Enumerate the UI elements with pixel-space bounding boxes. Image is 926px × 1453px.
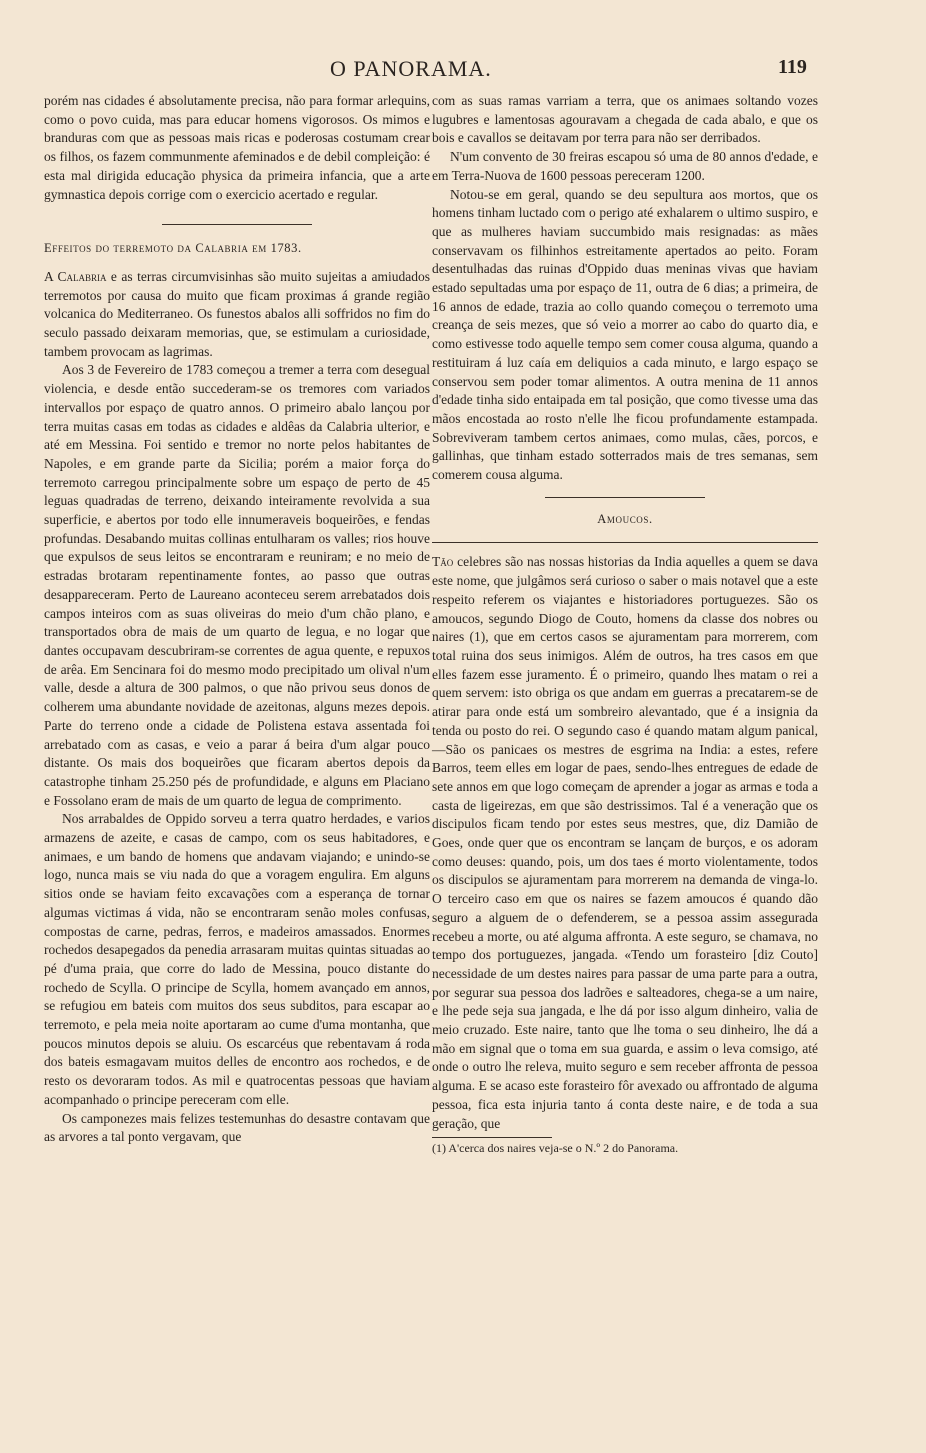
continuation-paragraph: com as suas ramas varriam a terra, que os animaes soltando vozes lugubres e lamentosas agouravam a chegada de cada abalo, e que os bois e cavallos se deitavam por terra para não ser derribados. [432,93,818,146]
section-divider [162,224,312,225]
right-column [432,92,818,1156]
paragraph: Nos arrabaldes de Oppido sorveu a terra quatro herdades, e varios armazens de azeite, e casas de campo, com os seus habitadores, e animaes, e um bando de homens que andavam viajando; e unindo-se logo, nunca mais se viu nada do que a voragem engulira. Em alguns sitios onde se haviam feito excavações com a esperança de tornar algumas victimas á vida, não se encontraram senão moles confusas, compostas de carne, pedras, ferros, e madeiros amassados. Enormes rochedos desapegados da penedia arrasaram muitas quintas situadas ao pé d'uma praia, que corre do lado de Messina, pouco distante do rochedo de Scylla. O principe de Scylla, homem avançado em annos, se refugiou em bateis com muitos dos seus subditos, para escapar ao terremoto, e pela meia noite aportaram ao cume d'uma montanha, que poucos minutos depois se aluiu. Os escarcéus que rebentavam á roda dos bateis esmagavam muitos delles de encontro aos rochedos, e de resto os devoraram todos. As mil e quatrocentas pessoas que haviam acompanhado o principe pereceram com elle. [44,811,430,1107]
left-column [44,92,430,1147]
paragraph: Aos 3 de Fevereiro de 1783 começou a tremer a terra com desegual violencia, e desde então succederam-se os tremores com variados intervallos por espaço de quatro annos. O primeiro abalo lançou por terra muitas casas em todas as cidades e aldêas da Calabria ulterior, e até em Messina. Foi sentido e tremor no norte pelos habitantes de Napoles, e em grande parte da Sicilia; porém a maior força do terremoto carregou principalmente sobre um espaço de perto de 45 leguas quadradas de terreno, deixando inteiramente revolvida a sua superficie, e abertos por todo elle innumeraveis boqueirões, e fendas profundas. Desabando muitas collinas entulharam os valles; rios houve que expulsos de seus leitos se encontraram e reuniram; e no meio de estradas brotaram repentinamente fontes, ao passo que outras desappareceram. Perto de Laureano aconteceu serem arrebatados dois campos inteiros com as suas oliveiras do meio d'um chão plano, e transportados obra de mais de um quarto de legua, e no logar que dantes occupavam descubriram-se correntes de agua quente, e repuxos de arêa. Em Sencinara foi do mesmo modo precipitado um olival n'um valle, desde a altura de 300 palmos, o que não privou seus donos de colherem uma abundante novidade de azeitonas, alguns mezes depois. Parte do terreno onde a cidade de Polistena estava assentada foi arrebatado com as casas, e veio a parar á beira d'um algar pouco distante. Os mais dos boqueirões que ficaram abertos depois da catastrophe tinham 25.250 pés de profundidade, e alguns em Placiano e Fossolano eram de mais de um quarto de legua de comprimento. [44,362,430,808]
footnote: (1) A'cerca dos naires veja-se o N.º 2 do Panorama. [432,1141,679,1156]
paragraph: N'um convento de 30 freiras escapou só uma de 80 annos d'edade, e em Terra-Nuova de 1600 pessoas pereceram 1200. [432,149,818,183]
page-number: 119 [778,56,807,78]
paragraph: A Calabria e as terras circumvisinhas são muito sujeitas a amiudados terremotos por causa do muito que ficam proximas á grande região volcanica do Mediterraneo. Os funestos abalos alli soffridos no fim do seculo passado deixaram memorias, que, se estimulam a curiosidade, tambem provocam as lagrimas. [44,268,430,359]
running-title: O PANORAMA. [330,56,492,81]
paragraph: Notou-se em geral, quando se deu sepultura aos mortos, que os homens tinham luctado com o perigo até exhalarem o ultimo suspiro, e que as mulheres haviam succumbido mais resignadas: as mães conservavam os filhinhos estreitamente apertados ao peito. Foram desentulhadas das ruinas d'Oppido duas meninas vivas que haviam estado sepultadas uma por espaço de 11, outra de 6 dias; a primeira, de 16 annos de edade, trazia ao collo quando começou o terremoto uma creança de seis mezes, que só veio a morrer ao cabo do quarto dia, e como estivesse todo aquelle tempo sem comer cousa alguma, quando a restituiram á luz caía em deliquios a cada minuto, e largo espaço se conservou sem poder tomar alimentos. A outra menina de 11 annos d'edade tinha sido entaipada em tal posição, que como tivesse uma das mãos encostada ao rosto n'elle lhe ficou profundamente estampada. Sobreviveram tambem certos animaes, como mulas, cães, porcos, e gallinhas, que tinham estado sotterrados mais de tres semanas, sem comerem cousa alguma. [432,186,818,483]
continuation-paragraph: porém nas cidades é absolutamente precisa, não para formar arlequins, como o povo cuida, mas para educar homens vigorosos. Os mimos e branduras com que as pessoas mais ricas e poderosas costumam crear os filhos, os fazem communmente afeminados e de debil compleição: é esta mal dirigida educação physica da primeira infancia, que a arte gymnastica depois corrige com o exercicio acertado e regular. [44,93,430,202]
article-title-calabria: Effeitos do terremoto da Calabria em 1783. [44,241,302,256]
lead-words: Tão [432,554,454,570]
footnote-divider [432,1137,552,1138]
section-divider [545,497,705,498]
lead-words: A Calabria [44,268,107,284]
page-header [0,52,926,92]
paragraph: Os camponezes mais felizes testemunhas do desastre contavam que as arvores a tal ponto vergavam, que [44,1110,430,1145]
article-title-amoucos: Amoucos. [597,511,653,526]
paragraph: Tão celebres são nas nossas historias da India aquelles a quem se dava este nome, que julgâmos será curioso o saber o mais notavel que a este respeito referem os viajantes e historiadores portuguezes. São os amoucos, segundo Diogo de Couto, homens da classe dos nobres ou naires (1), que em certos casos se ajuramentam para morrerem, com total ruina dos seus inimigos. Além de outros, ha tres casos em que elles fazem esse juramento. É o primeiro, quando lhes matam o rei a quem servem: isto obriga os que andam em guerras a precatarem-se de atirar para onde está um sombreiro alevantado, que é a insignia da tenda ou posto do rei. O segundo caso é quando matam algum panical,—São os panicaes os mestres de esgrima na India: a estes, refere Barros, teem elles em logar de paes, sendo-lhes entregues de edade de sete annos em que logo começam de aprender a jogar as armas e toda a casta de ligeirezas, em que são destrissimos. Tal é a veneração que os discipulos ficam tendo por estes seus mestres, que, diz Damião de Goes, onde quer que os encontram se lançam de burços, e os adoram como deuses: quando, pois, um dos taes é morto violentamente, todos os discipulos se ajuramentam para morrerem na demanda de vinga-lo. O terceiro caso em que os naires se fazem amoucos é quando dão seguro a alguem de o defenderem, se a pessoa assim assegurada recebeu a morte, ou até alguma affronta. A este seguro, se chamava, no tempo dos portuguezes, jangada. «Tendo um forasteiro [diz Couto] necessidade de um destes naires para passar de uma parte para a outra, por segurar sua pessoa dos ladrões e salteadores, chega-se a um naire, e lhe pede seja sua jangada, e lhe dá por isso algum dinheiro, valia de meio cruzado. Este naire, tanto que lhe toma o seu dinheiro, lhe dá a mão em signal que o toma em sua guarda, e assim o leva comsigo, até onde o outro lhe releva, muito seguro e sem receber affronta de pessoa alguma. E se acaso este forasteiro fôr avexado ou affrontado de alguma pessoa, fica esta injuria tanto á conta deste naire, e de toda a sua geração, que [432,554,818,1131]
section-divider [432,542,818,543]
